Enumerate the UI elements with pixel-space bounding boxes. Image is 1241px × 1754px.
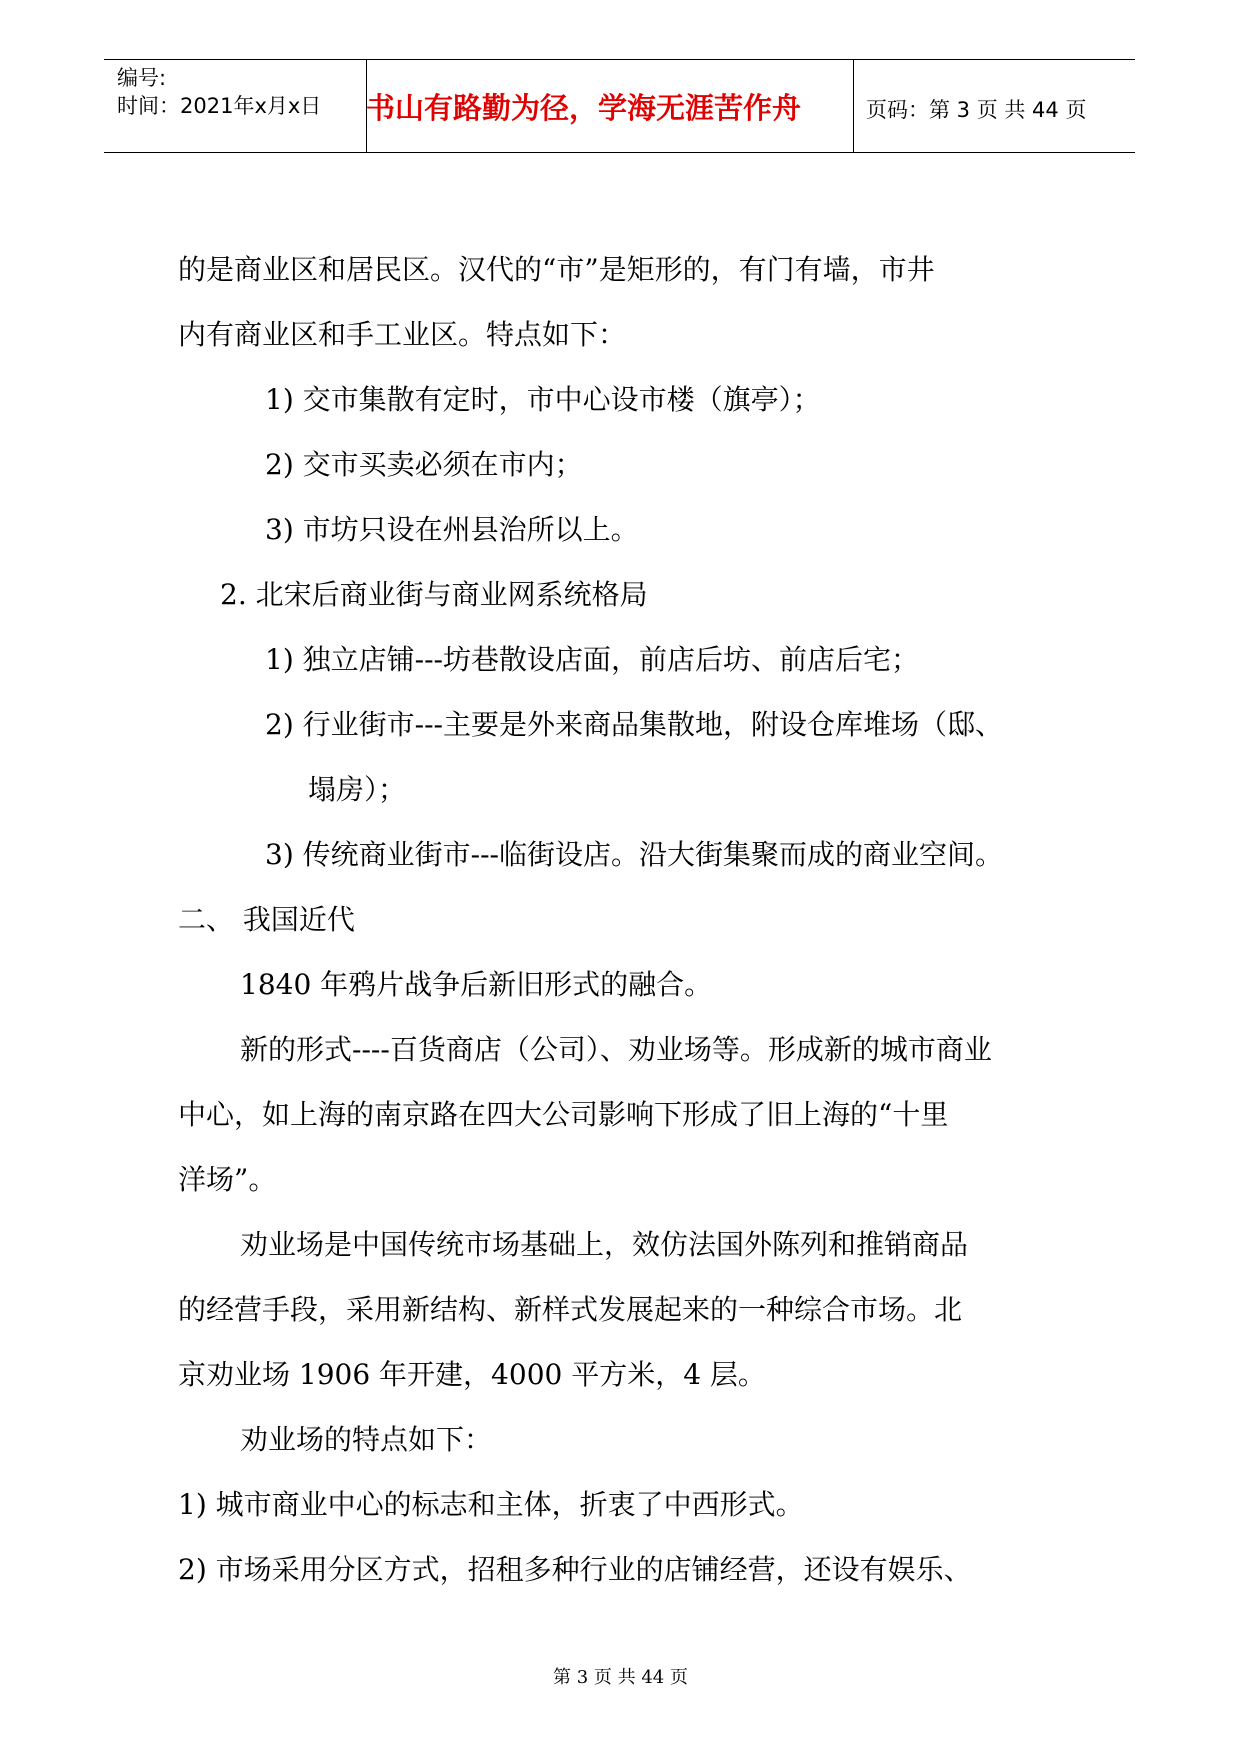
list-item: 3) 传统商业街市---临街设店。沿大街集聚而成的商业空间。: [265, 838, 1004, 871]
body-line: 京劝业场 1906 年开建，4000 平方米，4 层。: [178, 1358, 766, 1391]
body-line: 劝业场的特点如下：: [240, 1423, 493, 1456]
list-item: 2) 交市买卖必须在市内；: [265, 448, 583, 481]
body-line: 的经营手段，采用新结构、新样式发展起来的一种综合市场。北: [178, 1293, 963, 1326]
list-item: 3) 市坊只设在州县治所以上。: [265, 513, 639, 546]
body-line: 的是商业区和居民区。汉代的“市”是矩形的，有门有墙，市井: [178, 253, 935, 286]
body-line: 劝业场是中国传统市场基础上，效仿法国外陈列和推销商品: [240, 1228, 969, 1261]
header-divider-right: [853, 60, 854, 153]
chapter-heading: 二、 我国近代: [178, 903, 355, 936]
header-bottom-rule: [104, 152, 1135, 153]
header-top-rule: [104, 59, 1135, 60]
body-line: 中心，如上海的南京路在四大公司影响下形成了旧上海的“十里: [178, 1098, 949, 1131]
list-item: 2) 行业街市---主要是外来商品集散地，附设仓库堆场（邸、: [265, 708, 1004, 741]
body-line: 洋场”。: [178, 1163, 277, 1196]
header-motto: 书山有路勤为径，学海无涯苦作舟: [366, 91, 802, 125]
list-item-continuation: 塌房）；: [308, 773, 407, 806]
page-code: 页码：第 3 页 共 44 页: [866, 98, 1087, 122]
serial-number-label: 编号:: [117, 66, 167, 90]
body-line: 1840 年鸦片战争后新旧形式的融合。: [240, 968, 713, 1001]
list-item: 1) 独立店铺---坊巷散设店面，前店后坊、前店后宅；: [265, 643, 920, 676]
body-line: 内有商业区和手工业区。特点如下：: [178, 318, 627, 351]
section-heading: 2. 北宋后商业街与商业网系统格局: [220, 578, 648, 611]
page-footer: [0, 1663, 1241, 1689]
time-label: 时间：2021年x月x日: [117, 94, 322, 118]
body-line: 新的形式----百货商店（公司）、劝业场等。形成新的城市商业: [240, 1033, 992, 1066]
list-item: 1) 交市集散有定时，市中心设市楼（旗亭）；: [265, 383, 821, 416]
footer-page-label: 第 3 页 共 44 页: [553, 1667, 688, 1688]
list-item: 2) 市场采用分区方式，招租多种行业的店铺经营，还设有娱乐、: [178, 1553, 972, 1586]
list-item: 1) 城市商业中心的标志和主体，折衷了中西形式。: [178, 1488, 804, 1521]
